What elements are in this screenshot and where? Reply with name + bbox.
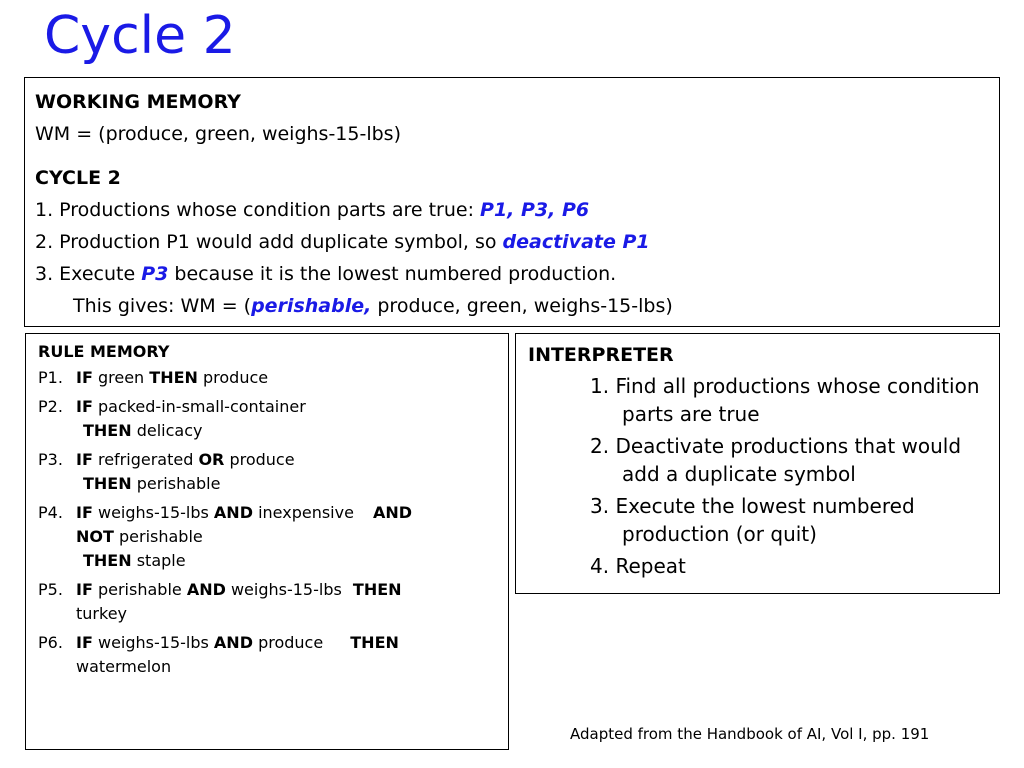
interpreter-step-text: 4. Repeat — [590, 554, 686, 578]
rule-text: refrigerated — [92, 450, 199, 469]
cycle-heading: CYCLE 2 — [35, 167, 121, 189]
cycle-step-1 — [35, 194, 989, 226]
result-text-a: This gives: WM = ( — [73, 295, 252, 317]
rule-text: packed-in-small-container — [92, 397, 306, 416]
step-1-productions: P1, P3, P6 — [480, 199, 590, 221]
rule-text: staple — [131, 551, 186, 570]
rule-text: produce — [197, 368, 269, 387]
keyword-then: THEN — [149, 368, 198, 387]
rule-text: produce — [252, 633, 329, 652]
keyword-and: AND — [213, 633, 253, 652]
cycle-step-2 — [35, 226, 989, 258]
rule-p1 — [38, 366, 498, 390]
result-new-symbol: perishable, — [251, 295, 372, 317]
rule-text: perishable — [131, 474, 221, 493]
rule-p2-then — [38, 419, 498, 443]
step-3-production: P3 — [141, 263, 169, 285]
keyword-then: THEN — [83, 551, 132, 570]
rule-text: turkey — [76, 604, 127, 623]
rule-p3 — [38, 448, 498, 472]
rule-text: watermelon — [76, 657, 172, 676]
keyword-then: THEN — [83, 421, 132, 440]
rule-number: P2. — [38, 397, 63, 416]
rule-text: weighs-15-lbs — [225, 580, 347, 599]
rule-text: perishable — [113, 527, 203, 546]
interpreter-step-text: 3. Execute the lowest numbered production (or quit) — [590, 494, 915, 546]
rule-p3-then — [38, 472, 498, 496]
rule-number: P5. — [38, 580, 63, 599]
keyword-then: THEN — [83, 474, 132, 493]
interpreter-step-text: 1. Find all productions whose condition parts are true — [590, 374, 980, 426]
keyword-if: IF — [76, 633, 93, 652]
rule-memory-panel — [25, 333, 509, 750]
rule-number: P1. — [38, 368, 63, 387]
rule-p4-then — [38, 549, 498, 573]
rule-text: weighs-15-lbs — [92, 503, 214, 522]
cycle-step-3 — [35, 258, 989, 290]
interpreter-heading: INTERPRETER — [528, 344, 674, 366]
interpreter-step — [528, 492, 987, 548]
rule-p6 — [38, 631, 498, 679]
keyword-if: IF — [76, 450, 93, 469]
rule-text: perishable — [92, 580, 187, 599]
slide-title: Cycle 2 — [44, 6, 236, 66]
interpreter-step — [528, 432, 987, 488]
rule-p5 — [38, 578, 498, 626]
interpreter-step — [528, 372, 987, 428]
rule-p4 — [38, 501, 498, 549]
wm-initial-state: WM = (produce, green, weighs-15-lbs) — [35, 123, 401, 145]
keyword-if: IF — [76, 503, 93, 522]
step-3-text-b: because it is the lowest numbered production. — [168, 263, 617, 285]
keyword-if: IF — [76, 368, 93, 387]
result-state — [35, 290, 989, 322]
keyword-and: AND — [373, 503, 413, 522]
interpreter-panel — [515, 333, 1000, 594]
interpreter-step — [528, 552, 987, 580]
interpreter-step-text: 2. Deactivate productions that would add a duplicate symbol — [590, 434, 962, 486]
keyword-and: AND — [213, 503, 253, 522]
rule-text: green — [92, 368, 150, 387]
rule-number: P4. — [38, 503, 63, 522]
rule-text: inexpensive — [252, 503, 360, 522]
keyword-if: IF — [76, 580, 93, 599]
keyword-then: THEN — [352, 580, 402, 599]
rule-text: delicacy — [131, 421, 203, 440]
rule-number: P3. — [38, 450, 63, 469]
rule-text: produce — [224, 450, 295, 469]
keyword-or: OR — [198, 450, 225, 469]
rule-number: P6. — [38, 633, 63, 652]
keyword-and: AND — [186, 580, 226, 599]
keyword-if: IF — [76, 397, 93, 416]
step-3-text-a: 3. Execute — [35, 263, 142, 285]
working-memory-heading: WORKING MEMORY — [35, 91, 241, 113]
step-2-text: 2. Production P1 would add duplicate symbol, so — [35, 231, 503, 253]
rule-text: weighs-15-lbs — [92, 633, 214, 652]
rule-p2 — [38, 395, 498, 419]
keyword-not: NOT — [76, 527, 114, 546]
step-2-action: deactivate P1 — [502, 231, 650, 253]
step-1-text: 1. Productions whose condition parts are true: — [35, 199, 481, 221]
keyword-then: THEN — [350, 633, 399, 652]
rule-memory-heading: RULE MEMORY — [38, 342, 170, 361]
result-text-b: produce, green, weighs-15-lbs) — [371, 295, 673, 317]
source-caption: Adapted from the Handbook of AI, Vol I, pp. 191 — [570, 725, 930, 743]
working-memory-panel — [24, 77, 1000, 327]
